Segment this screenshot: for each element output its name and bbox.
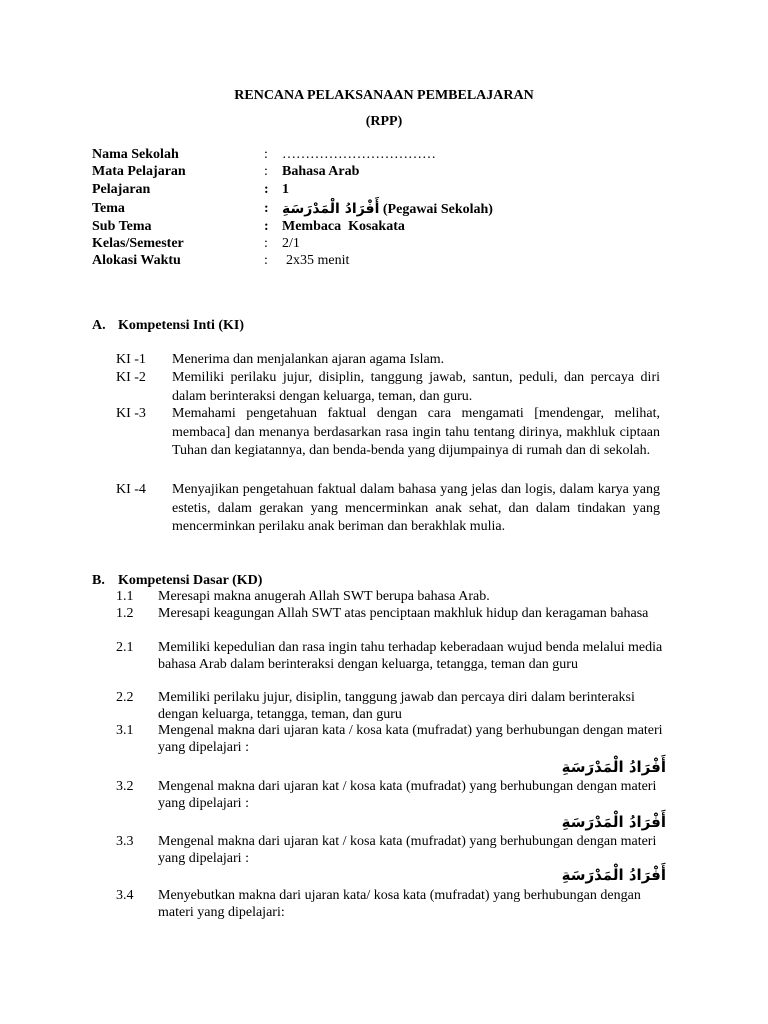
info-value: Membaca Kosakata (282, 219, 405, 234)
info-colon: : (264, 201, 269, 216)
ki-item (116, 481, 660, 537)
info-colon: : (264, 164, 268, 179)
ki-item (116, 351, 660, 370)
info-colon: : (264, 253, 268, 268)
kd-item (116, 606, 666, 623)
kd-item (116, 779, 666, 812)
kd-arabic-text: أَفْرَادُ الْمَدْرَسَةِ (561, 866, 666, 884)
kd-item (116, 834, 666, 867)
kd-code: 3.4 (116, 888, 134, 903)
kd-code: 2.1 (116, 640, 134, 655)
info-label: Mata Pelajaran (92, 164, 186, 179)
ki-text: Memahami pengetahuan faktual dengan cara mengamati [mendengar, melihat, membaca] dan menanya berdasarkan rasa ingin tahu tentang dirinya, makhluk ciptaan Tuhan dan kegiatannya, dan benda-benda yang dijumpainya di rumah dan di sekolah. (172, 406, 660, 458)
kd-text: Menyebutkan makna dari ujaran kata/ kosa kata (mufradat) yang berhubungan dengan materi yang dipelajari: (158, 888, 641, 920)
kd-code: 3.1 (116, 723, 134, 738)
info-value: 2/1 (282, 236, 300, 251)
kd-code: 1.2 (116, 606, 134, 621)
info-label: Nama Sekolah (92, 147, 179, 162)
kd-text: Mengenal makna dari ujaran kat / kosa kata (mufradat) yang berhubungan dengan materi yang dipelajari : (158, 779, 657, 811)
section-title: Kompetensi Dasar (KD) (118, 573, 263, 588)
kd-item (116, 690, 666, 723)
kd-text: Mengenal makna dari ujaran kat / kosa kata (mufradat) yang berhubungan dengan materi yang dipelajari : (158, 834, 657, 866)
ki-text: Memiliki perilaku jujur, disiplin, tanggung jawab, santun, peduli, dan percaya diri dalam berinteraksi dengan keluarga, teman, dan guru. (172, 370, 660, 404)
info-colon: : (264, 182, 269, 197)
ki-text: Menerima dan menjalankan ajaran agama Islam. (172, 352, 445, 367)
kd-arabic-text: أَفْرَادُ الْمَدْرَسَةِ (561, 813, 666, 831)
kd-text: Meresapi keagungan Allah SWT atas penciptaan makhluk hidup dan keragaman bahasa (158, 606, 649, 621)
kd-code: 1.1 (116, 589, 134, 604)
kd-arabic-text: أَفْرَادُ الْمَدْرَسَةِ (561, 758, 666, 776)
kd-code: 3.2 (116, 779, 134, 794)
info-colon: : (264, 219, 269, 234)
info-value: Bahasa Arab (282, 164, 360, 179)
info-colon: : (264, 147, 268, 162)
kd-text: Meresapi makna anugerah Allah SWT berupa bahasa Arab. (158, 589, 490, 604)
kd-text: Memiliki perilaku jujur, disiplin, tanggung jawab dan percaya diri dalam berinteraksi dengan keluarga, tetangga, teman, dan guru (158, 690, 635, 722)
ki-text: Menyajikan pengetahuan faktual dalam bahasa yang jelas dan logis, dalam karya yang estetis, dalam gerakan yang mencerminkan anak sehat, dan dalam tindakan yang mencerminkan perilaku anak beriman dan berakhlak mulia. (172, 482, 660, 534)
kd-code: 3.3 (116, 834, 134, 849)
kd-item (116, 589, 666, 606)
ki-code: KI -1 (116, 352, 146, 367)
info-label: Sub Tema (92, 219, 152, 234)
ki-item (116, 405, 660, 461)
document-title: RENCANA PELAKSANAAN PEMBELAJARAN (234, 88, 534, 103)
section-b-heading (92, 573, 262, 589)
info-label: Kelas/Semester (92, 236, 184, 251)
kd-text: Memiliki kepedulian dan rasa ingin tahu terhadap keberadaan wujud benda melalui media bahasa Arab dalam berinteraksi dengan keluarga, tetangga, teman dan guru (158, 640, 663, 672)
info-value: 1 (282, 182, 289, 197)
info-value: …………………………… (282, 147, 436, 162)
ki-item (116, 369, 660, 406)
tema-arabic-text: أَفْرَادُ الْمَدْرَسَةِ (282, 201, 380, 217)
info-label: Alokasi Waktu (92, 253, 181, 268)
tema-translation: (Pegawai Sekolah) (382, 202, 493, 217)
ki-code: KI -3 (116, 406, 146, 421)
kd-text: Mengenal makna dari ujaran kata / kosa kata (mufradat) yang berhubungan dengan materi yang dipelajari : (158, 723, 663, 755)
kd-item (116, 640, 666, 673)
info-label: Tema (92, 201, 125, 216)
kd-item (116, 888, 666, 921)
section-number: B. (92, 573, 105, 588)
info-value-tema (282, 200, 493, 219)
info-value: 2x35 menit (286, 253, 350, 268)
section-title: Kompetensi Inti (KI) (118, 318, 244, 333)
section-number: A. (92, 318, 106, 333)
ki-code: KI -2 (116, 370, 146, 385)
ki-code: KI -4 (116, 482, 146, 497)
kd-item (116, 723, 666, 756)
info-colon: : (264, 236, 268, 251)
document-subtitle: (RPP) (365, 114, 403, 129)
kd-code: 2.2 (116, 690, 134, 705)
info-label: Pelajaran (92, 182, 151, 197)
section-a-heading (92, 318, 244, 334)
